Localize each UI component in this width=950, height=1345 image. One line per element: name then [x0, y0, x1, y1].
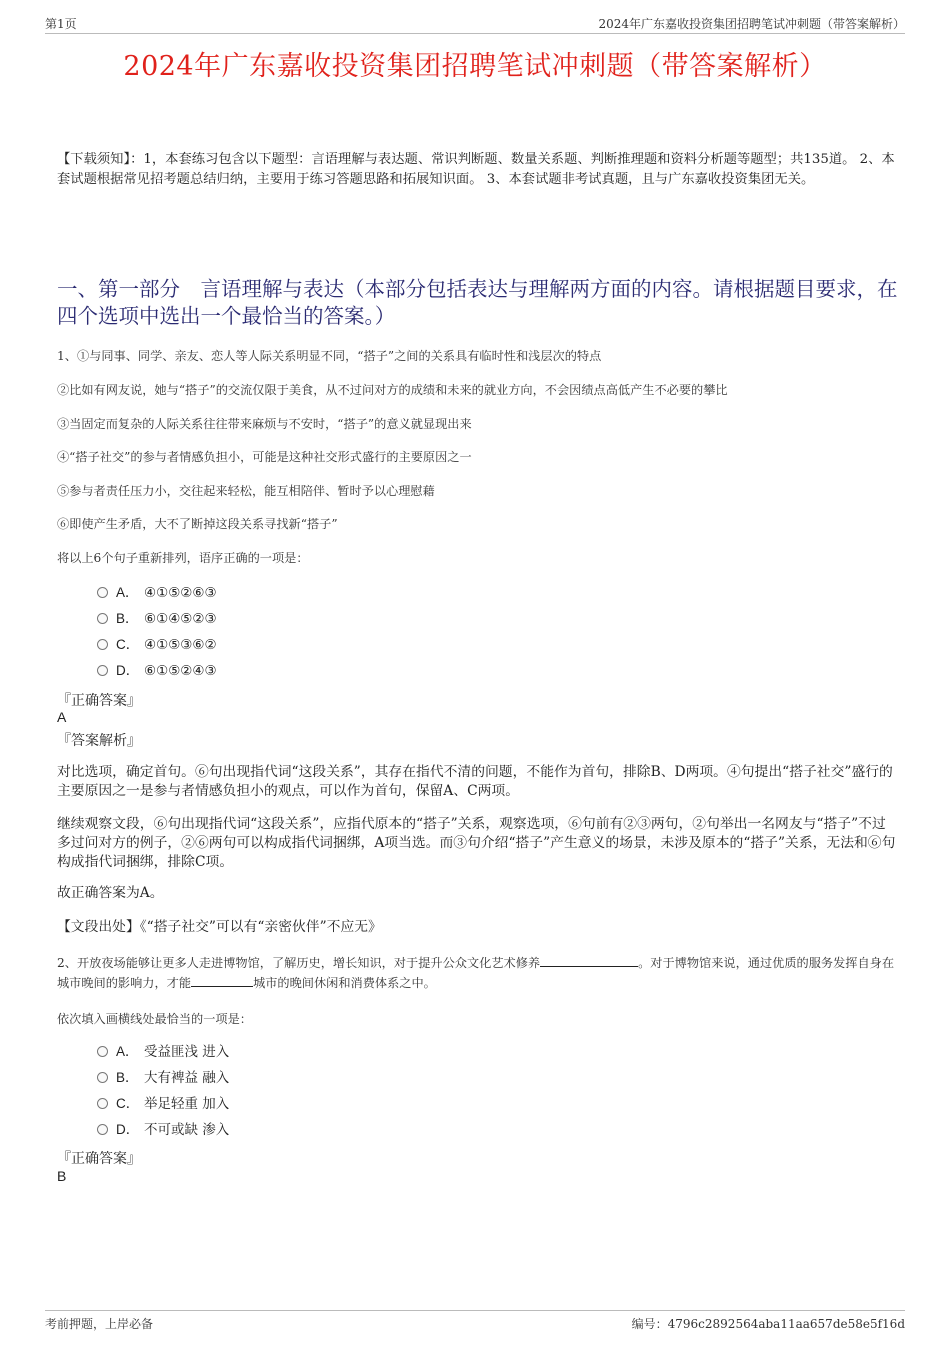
- q2-prompt: 依次填入画横线处最恰当的一项是：: [57, 1012, 252, 1026]
- q2-option-b[interactable]: B． 大有裨益 融入: [97, 1068, 229, 1088]
- radio-icon[interactable]: [97, 665, 108, 676]
- footer-slogan: 考前押题，上岸必备: [45, 1317, 154, 1331]
- radio-icon[interactable]: [97, 1098, 108, 1109]
- section-heading: 一、第一部分 言语理解与表达（本部分包括表达与理解两方面的内容。请根据题目要求，在四个选项中选出一个最恰当的答案。）: [57, 277, 898, 328]
- header-doc-title: 2024年广东嘉收投资集团招聘笔试冲刺题（带答案解析）: [598, 17, 905, 31]
- q1-sentence-1: 1、①与同事、同学、亲友、恋人等人际关系明显不同，“搭子”之间的关系具有临时性和浅层次的特点: [57, 349, 602, 363]
- q1-analysis-label: 『答案解析』: [57, 733, 141, 749]
- radio-icon[interactable]: [97, 613, 108, 624]
- q1-analysis-1: 对比选项，确定首句。⑥句出现指代词“这段关系”，其存在指代不清的问题，不能作为首句，排除B、D两项。④句提出“搭子社交”盛行的主要原因之一是参与者情感负担小的观点，可以作为首句，保留A、C两项。: [57, 764, 893, 799]
- q1-analysis-2: 继续观察文段，⑥句出现指代词“这段关系”，应指代原本的“搭子”关系，观察选项，⑥句前有②③两句，②句举出一名网友与“搭子”不过多过问对方的例子，②⑥两句可以构成指代词捆绑，A项当选。而③句介绍“搭子”产生意义的场景，未涉及原本的“搭子”关系，无法和⑥句构成指代词捆绑，排除C项。: [57, 816, 896, 870]
- blank-1: [540, 954, 638, 967]
- q1-option-c[interactable]: C． ④①⑤③⑥②: [97, 635, 217, 655]
- q1-option-b[interactable]: B． ⑥①④⑤②③: [97, 609, 217, 629]
- q1-source: 【文段出处】《“搭子社交”可以有“亲密伙伴”不应无》: [57, 919, 382, 935]
- download-notice: 【下载须知】：1，本套练习包含以下题型：言语理解与表达题、常识判断题、数量关系题、判断推理题和资料分析题等题型；共135道。 2、本套试题根据常见招考题总结归纳，主要用于练习答题思路和拓展知识面。 3、本套试题非考试真题，且与广东嘉收投资集团无关。: [57, 152, 895, 187]
- q1-answer-label: 『正确答案』: [57, 693, 141, 709]
- q1-conclusion: 故正确答案为A。: [57, 885, 164, 901]
- q2-answer-label: 『正确答案』: [57, 1151, 141, 1167]
- q1-option-a[interactable]: A． ④①⑤②⑥③: [97, 583, 217, 603]
- q1-prompt: 将以上6个句子重新排列，语序正确的一项是：: [57, 551, 309, 565]
- radio-icon[interactable]: [97, 639, 108, 650]
- page-header: [45, 14, 905, 34]
- page-number: 第1页: [45, 17, 77, 31]
- q1-sentence-5: ⑤参与者责任压力小，交往起来轻松，能互相陪伴、暂时予以心理慰藉: [57, 484, 435, 498]
- q1-sentence-6: ⑥即使产生矛盾，大不了断掉这段关系寻找新“搭子”: [57, 517, 338, 531]
- footer-doc-id: 编号：4796c2892564aba11aa657de58e5f16d: [631, 1317, 905, 1331]
- page-footer: [45, 1310, 905, 1331]
- q2-option-a[interactable]: A． 受益匪浅 进入: [97, 1042, 229, 1062]
- q1-sentence-2: ②比如有网友说，她与“搭子”的交流仅限于美食，从不过问对方的成绩和未来的就业方向，不会因绩点高低产生不必要的攀比: [57, 383, 728, 397]
- q2-option-c[interactable]: C． 举足轻重 加入: [97, 1094, 229, 1114]
- blank-2: [191, 974, 253, 987]
- q1-option-d[interactable]: D． ⑥①⑤②④③: [97, 661, 217, 681]
- radio-icon[interactable]: [97, 587, 108, 598]
- q1-sentence-4: ④“搭子社交”的参与者情感负担小，可能是这种社交形式盛行的主要原因之一: [57, 450, 472, 464]
- radio-icon[interactable]: [97, 1072, 108, 1083]
- q2-stem: 2、开放夜场能够让更多人走进博物馆，了解历史，增长知识，对于提升公众文化艺术修养 。对于博物馆来说，通过优质的服务发挥自身在城市晚间的影响力，才能 城市的晚间休闲和消费体系之中。: [57, 956, 895, 990]
- radio-icon[interactable]: [97, 1124, 108, 1135]
- q2-answer: B: [57, 1168, 67, 1184]
- q1-answer: A: [57, 709, 67, 725]
- page-title: 2024年广东嘉收投资集团招聘笔试冲刺题（带答案解析）: [123, 51, 827, 82]
- q1-sentence-3: ③当固定而复杂的人际关系往往带来麻烦与不安时，“搭子”的意义就显现出来: [57, 417, 472, 431]
- radio-icon[interactable]: [97, 1046, 108, 1057]
- q2-option-d[interactable]: D． 不可或缺 渗入: [97, 1120, 229, 1140]
